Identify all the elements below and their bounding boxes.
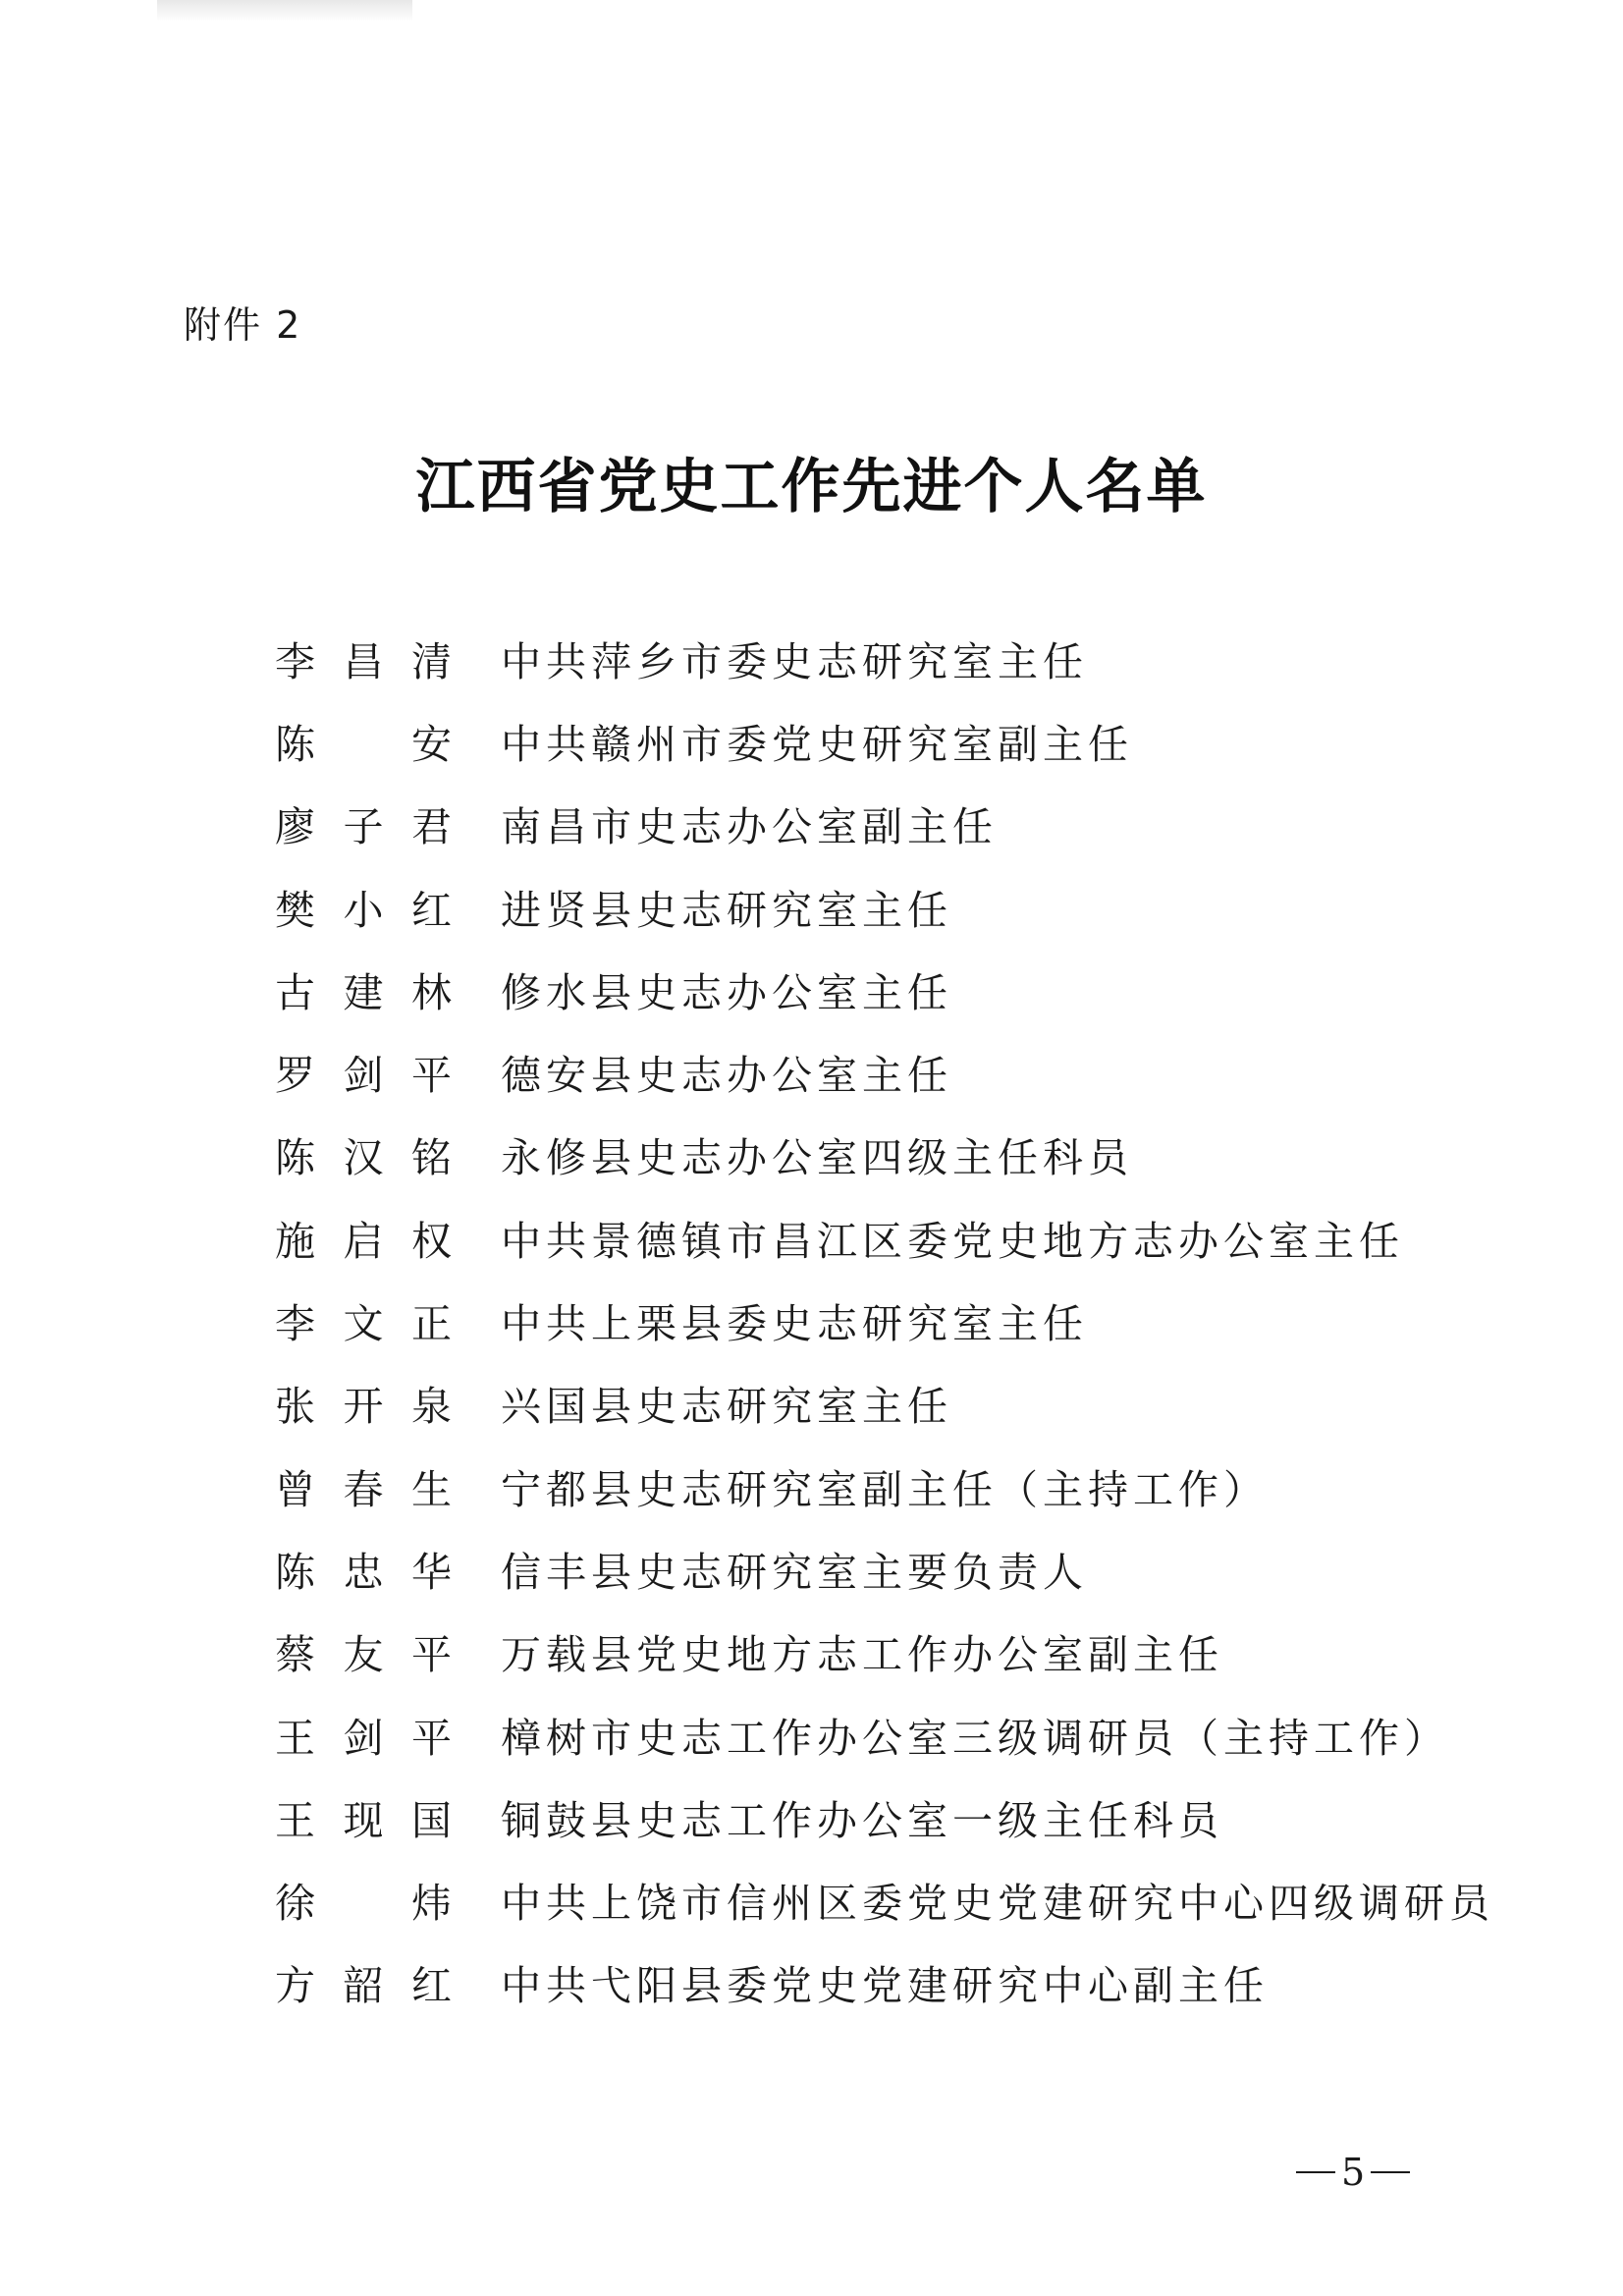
honoree-row xyxy=(275,617,1404,699)
honoree-row xyxy=(275,1196,1404,1279)
honoree-row xyxy=(275,865,1404,948)
honoree-name: 蔡友平 xyxy=(275,1631,452,1679)
honoree-row xyxy=(275,948,1404,1030)
honoree-row xyxy=(275,1776,1404,1858)
honoree-name: 施启权 xyxy=(275,1217,452,1265)
honoree-position: 德安县史志办公室主任 xyxy=(501,1052,952,1100)
honoree-position: 铜鼓县史志工作办公室一级主任科员 xyxy=(501,1796,1223,1844)
honoree-name: 张开泉 xyxy=(275,1383,452,1431)
honoree-position: 中共景德镇市昌江区委党史地方志办公室主任 xyxy=(501,1217,1404,1265)
honoree-position: 中共上栗县委史志研究室主任 xyxy=(501,1300,1088,1348)
page-number: 5 xyxy=(1341,2151,1366,2194)
honoree-position: 南昌市史志办公室副主任 xyxy=(501,803,998,851)
honoree-position: 宁都县史志研究室副主任（主持工作） xyxy=(501,1465,1269,1513)
honoree-name: 古建林 xyxy=(275,968,452,1016)
honoree-name: 王剑平 xyxy=(275,1714,452,1762)
honoree-position: 修水县史志办公室主任 xyxy=(501,968,952,1016)
honoree-position: 中共上饶市信州区委党史党建研究中心四级调研员 xyxy=(501,1880,1494,1928)
honoree-name: 廖子君 xyxy=(275,803,452,851)
honoree-position: 中共赣州市委党史研究室副主任 xyxy=(501,720,1133,768)
honoree-name: 李文正 xyxy=(275,1300,452,1348)
honoree-name: 陈忠华 xyxy=(275,1548,452,1596)
honoree-name: 罗剑平 xyxy=(275,1052,452,1100)
honoree-name: 李昌清 xyxy=(275,637,452,685)
document-title: 江西省党史工作先进个人名单 xyxy=(415,453,1208,521)
honoree-position: 信丰县史志研究室主要负责人 xyxy=(501,1548,1088,1596)
honoree-row xyxy=(275,1362,1404,1445)
honoree-position: 进贤县史志研究室主任 xyxy=(501,886,952,934)
honoree-name: 王现国 xyxy=(275,1796,452,1844)
honoree-position: 中共弋阳县委党史党建研究中心副主任 xyxy=(501,1962,1269,2010)
honoree-position: 中共萍乡市委史志研究室主任 xyxy=(501,637,1088,685)
honoree-list xyxy=(275,617,1494,2024)
honoree-row xyxy=(275,783,1404,865)
honoree-row xyxy=(275,1279,1404,1361)
honoree-name: 曾春生 xyxy=(275,1465,452,1513)
page-number-dash-left xyxy=(1296,2171,1335,2173)
honoree-row xyxy=(275,1030,1404,1113)
page-number-footer xyxy=(1296,2151,1410,2194)
honoree-position: 樟树市史志工作办公室三级调研员（主持工作） xyxy=(501,1714,1449,1762)
page-number-dash-right xyxy=(1371,2171,1410,2173)
honoree-row xyxy=(275,1693,1449,1776)
scan-edge-shadow xyxy=(157,0,412,22)
honoree-name: 徐炜 xyxy=(275,1880,452,1928)
honoree-row xyxy=(275,1114,1404,1196)
honoree-row xyxy=(275,1527,1404,1610)
honoree-row xyxy=(275,1611,1404,1693)
attachment-label: 附件 2 xyxy=(184,303,302,347)
honoree-row xyxy=(275,1445,1404,1527)
honoree-position: 兴国县史志研究室主任 xyxy=(501,1383,952,1431)
honoree-row xyxy=(275,1941,1404,2024)
honoree-row xyxy=(275,699,1404,782)
honoree-name: 方韶红 xyxy=(275,1962,452,2010)
honoree-row xyxy=(275,1858,1494,1941)
honoree-name: 樊小红 xyxy=(275,886,452,934)
honoree-position: 万载县党史地方志工作办公室副主任 xyxy=(501,1631,1223,1679)
honoree-name: 陈汉铭 xyxy=(275,1134,452,1182)
honoree-position: 永修县史志办公室四级主任科员 xyxy=(501,1134,1133,1182)
honoree-name: 陈安 xyxy=(275,720,452,768)
